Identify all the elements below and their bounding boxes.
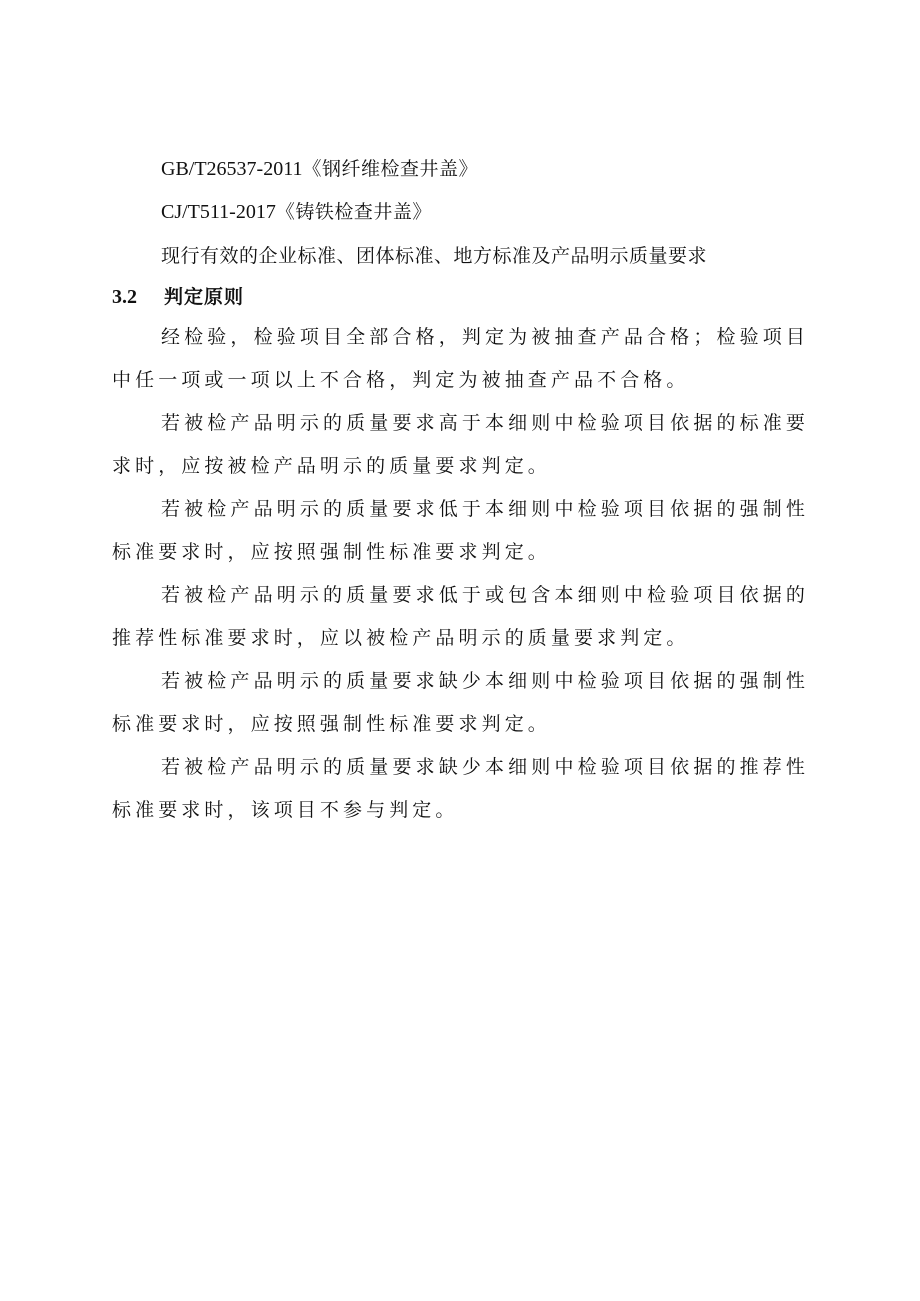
paragraph: 若被检产品明示的质量要求缺少本细则中检验项目依据的强制性标准要求时，应按照强制性标准要求判定。 xyxy=(112,670,809,735)
paragraph: 经检验，检验项目全部合格，判定为被抽查产品合格；检验项目中任一项或一项以上不合格，判定为被抽查产品不合格。 xyxy=(112,326,809,391)
standard-name: 《钢纤维检查井盖》 xyxy=(302,158,478,180)
standard-name: 现行有效的企业标准、团体标准、地方标准及产品明示质量要求 xyxy=(161,245,708,267)
paragraph: 若被检产品明示的质量要求缺少本细则中检验项目依据的推荐性标准要求时，该项目不参与判定。 xyxy=(112,756,809,821)
section-number: 3.2 xyxy=(112,286,137,308)
standard-line-2 xyxy=(161,197,432,224)
standard-code: CJ/T511-2017 xyxy=(161,201,276,223)
standard-code: GB/T26537-2011 xyxy=(161,158,303,180)
section-heading xyxy=(112,282,244,309)
paragraph: 若被检产品明示的质量要求高于本细则中检验项目依据的标准要求时，应按被检产品明示的质量要求判定。 xyxy=(112,412,809,477)
standard-name: 《铸铁检查井盖》 xyxy=(275,201,432,223)
section-title: 判定原则 xyxy=(164,286,245,308)
standard-line-3 xyxy=(161,241,707,268)
paragraph: 若被检产品明示的质量要求低于本细则中检验项目依据的强制性标准要求时，应按照强制性标准要求判定。 xyxy=(112,498,809,563)
paragraph: 若被检产品明示的质量要求低于或包含本细则中检验项目依据的推荐性标准要求时，应以被检产品明示的质量要求判定。 xyxy=(112,584,809,649)
standard-line-1 xyxy=(161,154,478,181)
